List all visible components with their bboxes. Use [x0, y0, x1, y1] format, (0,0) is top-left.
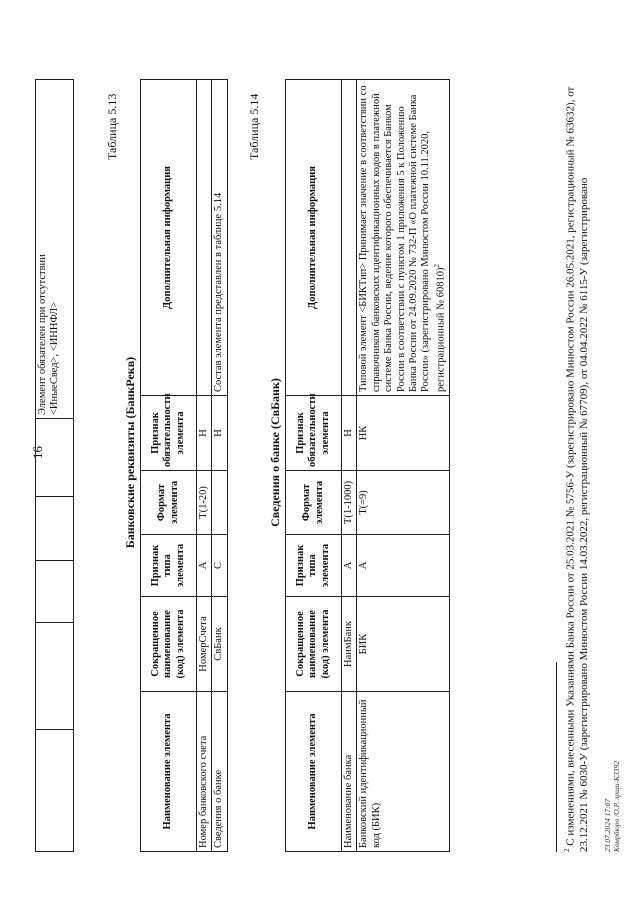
- footnote-text: С изменениями, внесенными Указаниями Банка России от 25.03.2021 № 5756-У (зарегистрировано Минюстом России 26.05.2021, регистрационный № 63632), от 23.12.2021 № 6030-У (зарегистрировано Минюстом России 14.03.2022, регистрационный № 67709), от 04.04.2022 № 6115-У (зарегистрировано: [564, 86, 591, 852]
- col-header: Наименование элемента: [141, 692, 197, 852]
- cell: Н: [342, 396, 357, 471]
- cell: T(1-20): [197, 471, 212, 535]
- cell: С: [212, 535, 227, 597]
- table-513: [140, 79, 228, 852]
- col-header: Признак типа элемента: [141, 535, 197, 597]
- cell: А: [197, 535, 212, 597]
- cell: НК: [357, 396, 449, 471]
- footnote-mark: 2: [563, 848, 571, 852]
- table-label-513: Таблица 5.13: [105, 93, 119, 160]
- col-header: Дополнительная информация: [141, 80, 197, 396]
- cell: T(=9): [357, 471, 449, 535]
- cell: [212, 471, 227, 535]
- table-514: [285, 79, 450, 852]
- cell: Состав элемента представлен в таблице 5.14: [212, 80, 227, 396]
- table-label-514: Таблица 5.14: [247, 93, 261, 160]
- cell: Номер банковского счета: [197, 692, 212, 852]
- col-header: Формат элемента: [141, 471, 197, 535]
- table-row: [212, 80, 227, 852]
- cell: T(1-1000): [342, 471, 357, 535]
- cell: БИК: [357, 597, 449, 692]
- cell: [197, 80, 212, 396]
- col-header: Наименование элемента: [286, 692, 342, 852]
- table-row: [357, 80, 449, 852]
- cell: Н: [212, 396, 227, 471]
- col-header: Сокращенное наименование (код) элемента: [286, 597, 342, 692]
- footnote: [563, 62, 592, 852]
- page-number: 16: [30, 446, 45, 459]
- cell: Банковский идентификационный код (БИК): [357, 692, 449, 852]
- note-line: Элемент обязателен при отсутствии: [37, 254, 48, 415]
- cell: НомерСчета: [197, 597, 212, 692]
- col-header: Признак обязательности элемента: [141, 396, 197, 471]
- continuation-table: [35, 79, 74, 852]
- note-cell: [36, 80, 74, 419]
- stamp-line: 23.07.2024 17:07: [603, 798, 612, 852]
- cell: А: [357, 535, 449, 597]
- table-caption-513: Банковские реквизиты (БанкРекв): [123, 356, 137, 549]
- footnote-ref: 2: [432, 263, 441, 268]
- print-stamp: [603, 761, 621, 852]
- cell: [357, 80, 449, 396]
- cell: НаимБанк: [342, 597, 357, 692]
- bik-info-text: Типовой элемент <БИКТип> Принимает значение в соответствии со справочником банковских идентификационных кодов в платежной системе Банка России, ведение которого обеспечивается Банком России в соответствии с пунктом 1 приложения 5 к Положению Банка России от 24.09.2020 № 732-П «О платежной системе Банка России» (зарегистрировано Минюстом России 10.11.2020, регистрационный № 60810): [358, 85, 447, 392]
- col-header: Дополнительная информация: [286, 80, 342, 396]
- table-caption-514: Сведения о банке (СвБанк): [268, 378, 282, 527]
- cell: СвБанк: [212, 597, 227, 692]
- cell: Наименование банка: [342, 692, 357, 852]
- cell: А: [342, 535, 357, 597]
- table-row: [197, 80, 212, 852]
- col-header: Сокращенное наименование (код) элемента: [141, 597, 197, 692]
- col-header: Формат элемента: [286, 471, 342, 535]
- cell: [342, 80, 357, 396]
- table-row: [342, 80, 357, 852]
- cell: Н: [197, 396, 212, 471]
- footnote-divider: [556, 662, 557, 852]
- stamp-line: Комрбюро /О.Р. лрщи-К3392: [612, 761, 621, 852]
- col-header: Признак типа элемента: [286, 535, 342, 597]
- col-header: Признак обязательности элемента: [286, 396, 342, 471]
- cell: Сведения о банке: [212, 692, 227, 852]
- note-line: <ИныеСвед>, <ИННФЛ>: [49, 302, 61, 415]
